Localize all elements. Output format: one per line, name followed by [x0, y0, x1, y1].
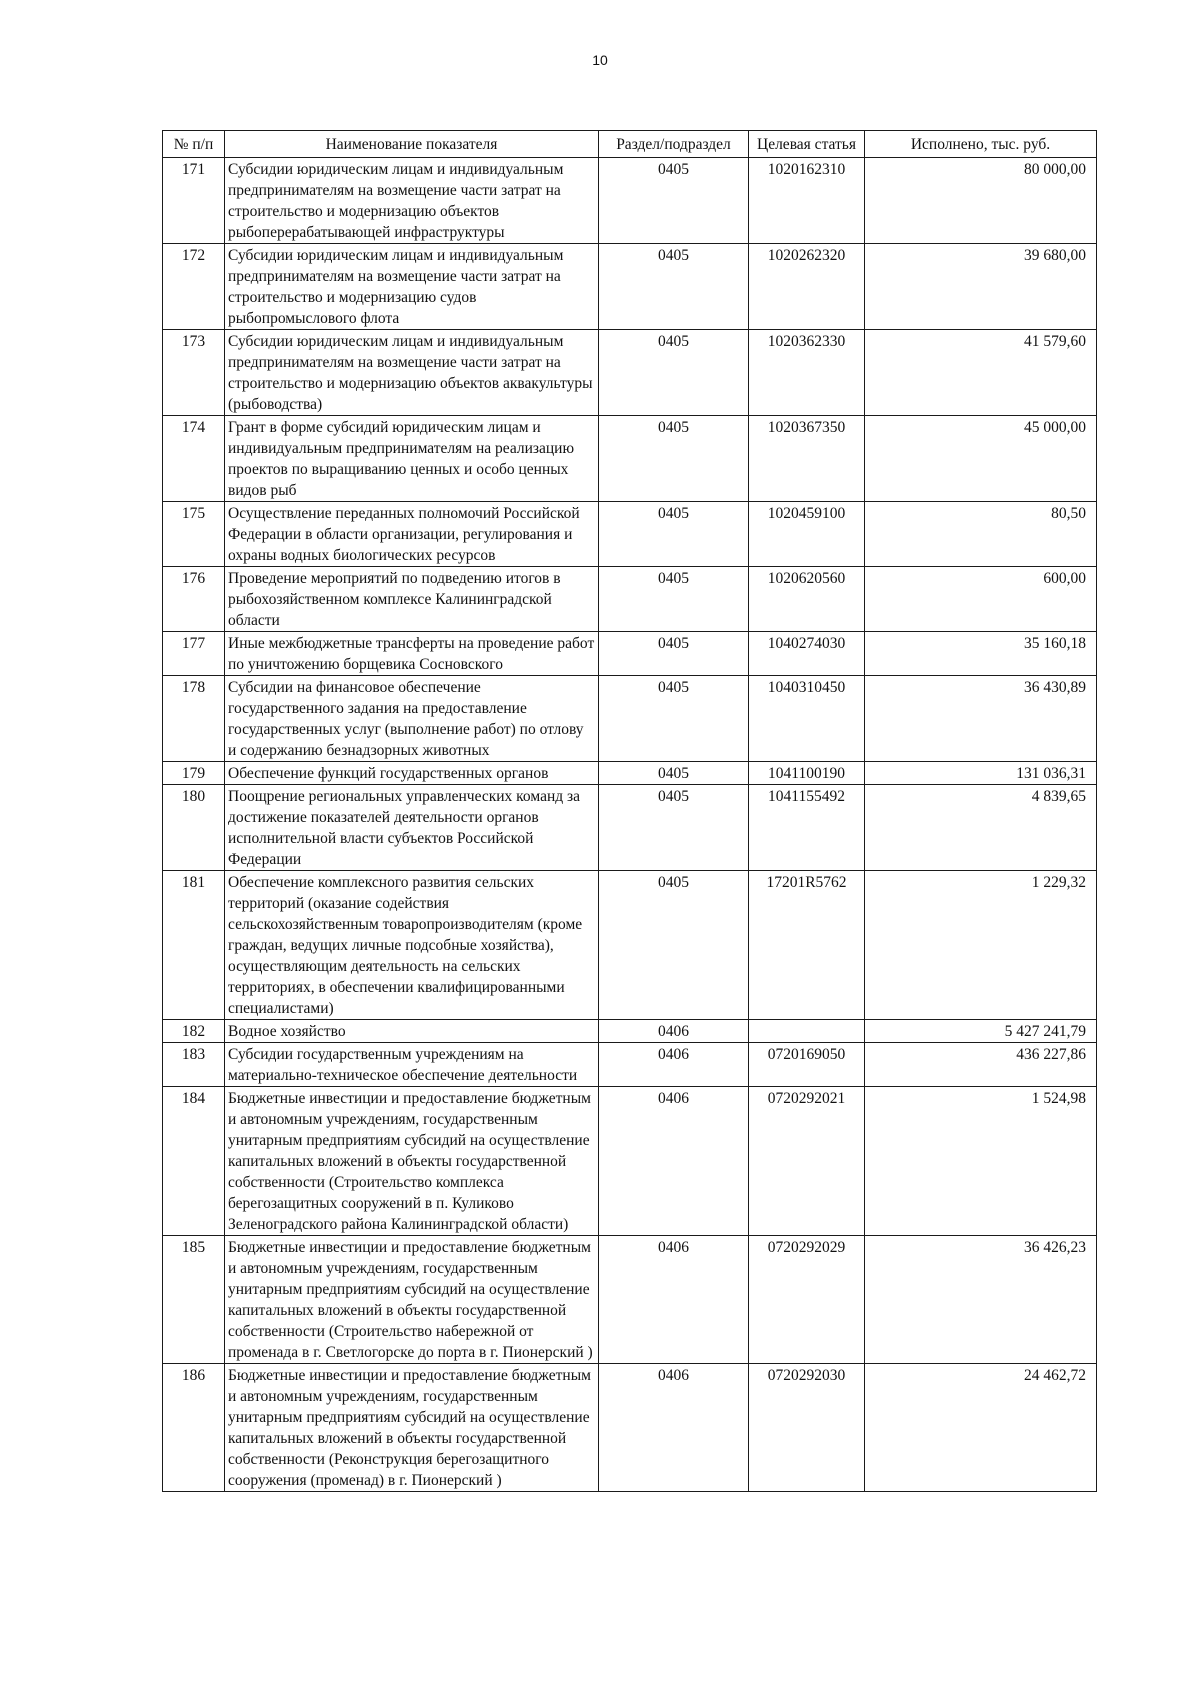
row-executed-amount: 35 160,18 [865, 632, 1097, 676]
row-indicator-name: Иные межбюджетные трансферты на проведение работ по уничтожению борщевика Сосновского [225, 632, 599, 676]
row-number: 175 [163, 502, 225, 567]
table-row [163, 1364, 1097, 1492]
row-target-article: 0720292029 [749, 1236, 865, 1364]
table-row [163, 567, 1097, 632]
table-row [163, 632, 1097, 676]
row-indicator-name: Субсидии на финансовое обеспечение государственного задания на предоставление государственных услуг (выполнение работ) по отлову и содержанию безнадзорных животных [225, 676, 599, 762]
row-number: 181 [163, 871, 225, 1020]
row-section: 0405 [599, 502, 749, 567]
row-executed-amount: 36 426,23 [865, 1236, 1097, 1364]
row-target-article: 1020620560 [749, 567, 865, 632]
row-executed-amount: 131 036,31 [865, 762, 1097, 785]
row-target-article: 0720169050 [749, 1043, 865, 1087]
row-target-article: 0720292030 [749, 1364, 865, 1492]
row-target-article: 17201R5762 [749, 871, 865, 1020]
header-indicator-name: Наименование показателя [225, 131, 599, 158]
row-number: 178 [163, 676, 225, 762]
row-number: 186 [163, 1364, 225, 1492]
row-executed-amount: 436 227,86 [865, 1043, 1097, 1087]
table-row [163, 416, 1097, 502]
row-executed-amount: 4 839,65 [865, 785, 1097, 871]
row-executed-amount: 39 680,00 [865, 244, 1097, 330]
table-row [163, 871, 1097, 1020]
header-target-article: Целевая статья [749, 131, 865, 158]
row-section: 0405 [599, 785, 749, 871]
row-section: 0405 [599, 871, 749, 1020]
row-target-article: 1040310450 [749, 676, 865, 762]
row-section: 0405 [599, 158, 749, 244]
row-target-article [749, 1020, 865, 1043]
row-section: 0406 [599, 1020, 749, 1043]
row-indicator-name: Грант в форме субсидий юридическим лицам и индивидуальным предпринимателям на реализацию проектов по выращиванию ценных и особо ценных видов рыб [225, 416, 599, 502]
row-section: 0405 [599, 416, 749, 502]
row-section: 0406 [599, 1364, 749, 1492]
row-section: 0405 [599, 567, 749, 632]
table-row [163, 502, 1097, 567]
row-number: 176 [163, 567, 225, 632]
row-indicator-name: Субсидии юридическим лицам и индивидуальным предпринимателям на возмещение части затрат на строительство и модернизацию судов рыбопромыслового флота [225, 244, 599, 330]
header-section: Раздел/подраздел [599, 131, 749, 158]
row-executed-amount: 600,00 [865, 567, 1097, 632]
budget-execution-table [162, 130, 1097, 1492]
row-section: 0405 [599, 244, 749, 330]
row-executed-amount: 5 427 241,79 [865, 1020, 1097, 1043]
row-indicator-name: Обеспечение функций государственных органов [225, 762, 599, 785]
row-section: 0405 [599, 676, 749, 762]
row-indicator-name: Бюджетные инвестиции и предоставление бюджетным и автономным учреждениям, государственным унитарным предприятиям субсидий на осуществление капитальных вложений в объекты государственной собственности (Строительство набережной от променада в г. Светлогорске до порта в г. Пионерский ) [225, 1236, 599, 1364]
row-number: 183 [163, 1043, 225, 1087]
row-number: 184 [163, 1087, 225, 1236]
row-target-article: 0720292021 [749, 1087, 865, 1236]
table-row [163, 676, 1097, 762]
table-row [163, 244, 1097, 330]
row-target-article: 1041100190 [749, 762, 865, 785]
page-number: 10 [592, 52, 608, 68]
row-section: 0405 [599, 330, 749, 416]
row-number: 179 [163, 762, 225, 785]
header-number: № п/п [163, 131, 225, 158]
row-section: 0406 [599, 1236, 749, 1364]
row-number: 185 [163, 1236, 225, 1364]
row-number: 182 [163, 1020, 225, 1043]
table-row [163, 785, 1097, 871]
row-section: 0406 [599, 1043, 749, 1087]
row-indicator-name: Проведение мероприятий по подведению итогов в рыбохозяйственном комплексе Калининградской области [225, 567, 599, 632]
row-target-article: 1040274030 [749, 632, 865, 676]
table-row [163, 158, 1097, 244]
table-row [163, 762, 1097, 785]
row-indicator-name: Бюджетные инвестиции и предоставление бюджетным и автономным учреждениям, государственным унитарным предприятиям субсидий на осуществление капитальных вложений в объекты государственной собственности (Строительство комплекса берегозащитных сооружений в п. Куликово Зеленоградского района Калининградской области) [225, 1087, 599, 1236]
row-indicator-name: Бюджетные инвестиции и предоставление бюджетным и автономным учреждениям, государственным унитарным предприятиям субсидий на осуществление капитальных вложений в объекты государственной собственности (Реконструкция берегозащитного сооружения (променад) в г. Пионерский ) [225, 1364, 599, 1492]
table-row [163, 1020, 1097, 1043]
row-target-article: 1020362330 [749, 330, 865, 416]
table-header-row [163, 131, 1097, 158]
row-section: 0405 [599, 632, 749, 676]
row-indicator-name: Субсидии государственным учреждениям на материально-техническое обеспечение деятельности [225, 1043, 599, 1087]
row-indicator-name: Поощрение региональных управленческих команд за достижение показателей деятельности органов исполнительной власти субъектов Российской Федерации [225, 785, 599, 871]
row-executed-amount: 80 000,00 [865, 158, 1097, 244]
row-number: 177 [163, 632, 225, 676]
row-executed-amount: 1 524,98 [865, 1087, 1097, 1236]
row-executed-amount: 80,50 [865, 502, 1097, 567]
row-executed-amount: 1 229,32 [865, 871, 1097, 1020]
row-target-article: 1020162310 [749, 158, 865, 244]
table-body [163, 158, 1097, 1492]
header-executed-amount: Исполнено, тыс. руб. [865, 131, 1097, 158]
row-target-article: 1020367350 [749, 416, 865, 502]
row-number: 171 [163, 158, 225, 244]
row-section: 0405 [599, 762, 749, 785]
row-target-article: 1041155492 [749, 785, 865, 871]
row-number: 180 [163, 785, 225, 871]
row-indicator-name: Субсидии юридическим лицам и индивидуальным предпринимателям на возмещение части затрат на строительство и модернизацию объектов аквакультуры (рыбоводства) [225, 330, 599, 416]
row-indicator-name: Водное хозяйство [225, 1020, 599, 1043]
table-row [163, 330, 1097, 416]
table-row [163, 1087, 1097, 1236]
row-number: 173 [163, 330, 225, 416]
row-number: 174 [163, 416, 225, 502]
row-executed-amount: 36 430,89 [865, 676, 1097, 762]
row-executed-amount: 24 462,72 [865, 1364, 1097, 1492]
row-number: 172 [163, 244, 225, 330]
row-target-article: 1020459100 [749, 502, 865, 567]
row-executed-amount: 41 579,60 [865, 330, 1097, 416]
table-row [163, 1236, 1097, 1364]
row-target-article: 1020262320 [749, 244, 865, 330]
row-executed-amount: 45 000,00 [865, 416, 1097, 502]
row-indicator-name: Обеспечение комплексного развития сельских территорий (оказание содействия сельскохозяйственным товаропроизводителям (кроме граждан, ведущих личные подсобные хозяйства), осуществляющим деятельность на сельских территориях, в обеспечении квалифицированными специалистами) [225, 871, 599, 1020]
row-section: 0406 [599, 1087, 749, 1236]
row-indicator-name: Осуществление переданных полномочий Российской Федерации в области организации, регулирования и охраны водных биологических ресурсов [225, 502, 599, 567]
row-indicator-name: Субсидии юридическим лицам и индивидуальным предпринимателям на возмещение части затрат на строительство и модернизацию объектов рыбоперерабатывающей инфраструктуры [225, 158, 599, 244]
table-row [163, 1043, 1097, 1087]
